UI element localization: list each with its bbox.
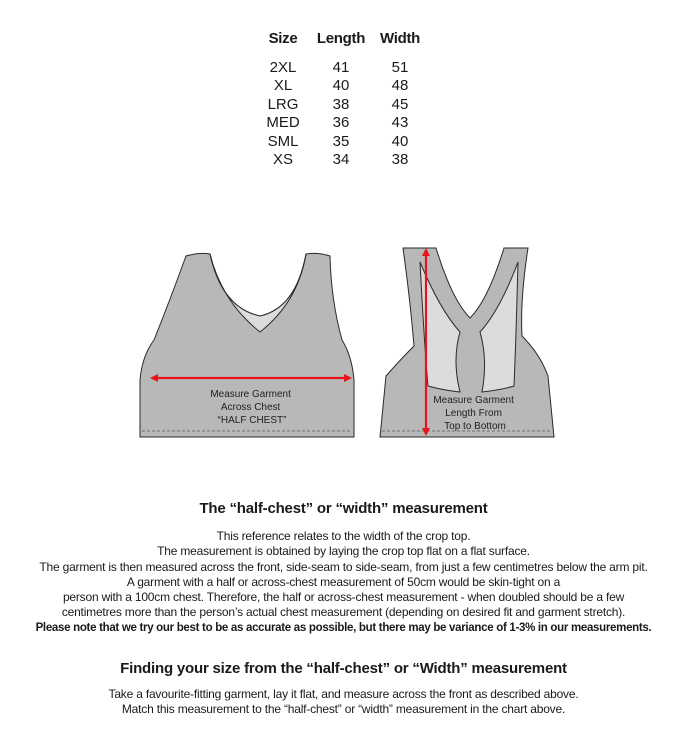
header-length: Length	[316, 30, 366, 47]
header-width: Width	[379, 30, 420, 47]
length-cell: 41	[332, 59, 350, 76]
header-size: Size	[268, 30, 298, 47]
width-cell: 45	[391, 95, 409, 113]
size-cell: MED	[266, 114, 300, 132]
length-cell: 36	[332, 114, 350, 132]
width-cell: 40	[391, 132, 409, 150]
width-cell: 48	[391, 77, 409, 95]
half-chest-line: A garment with a half or across-chest measurement of 50cm would be skin-tight on a	[126, 574, 561, 589]
half-chest-section	[0, 500, 687, 636]
half-chest-line: The garment is then measured across the front, side-seam to side-seam, from just a few centimetres below the arm pit.	[39, 559, 648, 574]
width-cell: 43	[391, 114, 409, 132]
half-chest-line: The measurement is obtained by laying the crop top flat on a flat surface.	[157, 544, 530, 559]
finding-size-heading: Finding your size from the “half-chest” or “Width” measurement	[120, 660, 567, 677]
size-cell: LRG	[267, 95, 299, 113]
half-chest-line: person with a 100cm chest. Therefore, the half or across-chest measurement - when doubled should be a few	[62, 590, 625, 605]
length-cell: 35	[332, 132, 350, 150]
length-cell: 40	[332, 77, 350, 95]
back-label: Measure Garment Length From Top to Bottom	[433, 395, 514, 432]
finding-size-line: Match this measurement to the “half-chest” or “width” measurement in the chart above.	[121, 702, 566, 717]
finding-size-line: Take a favourite-fitting garment, lay it flat, and measure across the front as described above.	[108, 687, 579, 701]
length-cell: 34	[332, 151, 350, 169]
accuracy-note: Please note that we try our best to be as accurate as possible, but there may be variance of 1-3% in our measurements.	[35, 621, 652, 634]
size-cell: XL	[273, 77, 293, 95]
length-cell: 38	[332, 95, 350, 113]
half-chest-line: centimetres more than the person’s actual chest measurement (depending on desired fit and garment stretch).	[61, 605, 626, 620]
width-cell: 51	[391, 59, 409, 76]
size-cell: SML	[267, 132, 299, 150]
half-chest-heading: The “half-chest” or “width” measurement	[199, 500, 488, 517]
width-cell: 38	[391, 151, 409, 169]
size-cell: XS	[272, 151, 293, 169]
finding-size-section	[0, 660, 687, 718]
half-chest-line: This reference relates to the width of the crop top.	[216, 529, 471, 543]
size-cell: 2XL	[269, 59, 297, 76]
front-label: Measure Garment Across Chest “HALF CHEST”	[210, 389, 291, 426]
